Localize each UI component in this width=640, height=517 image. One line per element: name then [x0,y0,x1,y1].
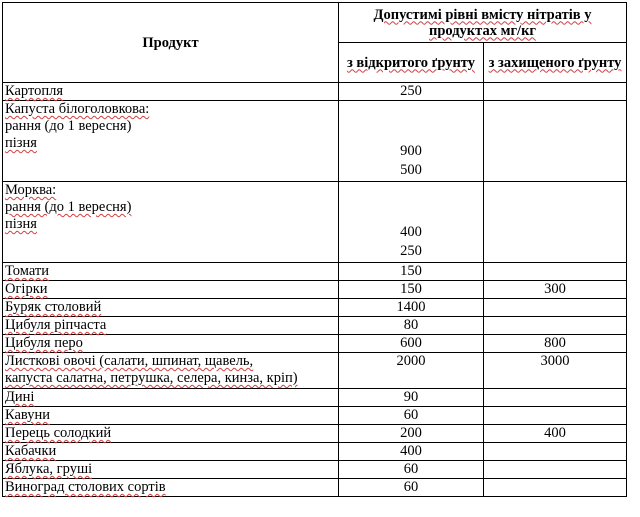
header-group: Допустимі рівні вмісту нітратів у продуктах мг/кг [339,3,627,43]
row-name: Буряк столовий [3,299,339,317]
row-open: 1400 [339,299,484,317]
table-row [3,407,627,425]
header-protected-ground: з захищеного ґрунту [484,43,627,83]
row-name-line: Морква: [5,182,57,198]
row-open: 80 [339,317,484,335]
table-row [3,182,627,263]
row-name-line: пізня [5,135,37,151]
row-protected: 800 [484,335,627,353]
table-row [3,317,627,335]
row-name [3,353,339,389]
table-row [3,83,627,101]
row-name-line: рання (до 1 вересня) [5,118,132,134]
row-open [339,182,484,263]
table-row [3,425,627,443]
row-open: 2000 [339,353,484,389]
row-open: 90 [339,389,484,407]
row-name: Картопля [3,83,339,101]
row-open: 60 [339,461,484,479]
header-open-ground: з відкритого ґрунту [339,43,484,83]
row-name-line: Листкові овочі (салати, шпинат, щавель, [5,353,254,369]
row-open-line: 900 [400,143,422,159]
row-open: 400 [339,443,484,461]
row-open: 60 [339,479,484,497]
row-name-line: капуста салатна, петрушка, селера, кинза, кріп) [5,370,298,386]
row-open: 150 [339,281,484,299]
row-protected [484,389,627,407]
header-product: Продукт [3,3,339,83]
table-row [3,461,627,479]
row-protected: 400 [484,425,627,443]
row-open-line: 250 [400,243,422,259]
row-open: 60 [339,407,484,425]
row-name [3,101,339,182]
table-row [3,443,627,461]
row-open: 200 [339,425,484,443]
row-protected [484,299,627,317]
row-protected [484,263,627,281]
row-protected [484,182,627,263]
row-name: Дині [3,389,339,407]
table-row [3,281,627,299]
table-row [3,263,627,281]
row-open-line: 500 [400,162,422,178]
table-row [3,389,627,407]
row-open: 250 [339,83,484,101]
row-name: Кабачки [3,443,339,461]
nitrate-table [2,2,627,497]
row-name [3,182,339,263]
row-protected: 3000 [484,353,627,389]
row-protected [484,407,627,425]
row-protected [484,101,627,182]
row-name: Цибуля ріпчаста [3,317,339,335]
row-protected [484,479,627,497]
row-name-line: рання (до 1 вересня) [5,199,132,215]
table-row [3,353,627,389]
row-protected [484,443,627,461]
row-name: Огірки [3,281,339,299]
row-protected: 300 [484,281,627,299]
row-name: Яблука, груші [3,461,339,479]
header-row [3,3,627,43]
row-protected [484,317,627,335]
row-name-line: пізня [5,216,37,232]
table-row [3,299,627,317]
row-name: Кавуни [3,407,339,425]
row-protected [484,83,627,101]
row-name: Цибуля перо [3,335,339,353]
row-open-line: 400 [400,224,422,240]
row-open: 600 [339,335,484,353]
row-protected [484,461,627,479]
row-name-line: Капуста білоголовкова: [5,101,150,117]
row-open [339,101,484,182]
table-row [3,101,627,182]
row-name: Перець солодкий [3,425,339,443]
table-row [3,479,627,497]
table-row [3,335,627,353]
row-open: 150 [339,263,484,281]
row-name: Томати [3,263,339,281]
row-name: Виноград столових сортів [3,479,339,497]
